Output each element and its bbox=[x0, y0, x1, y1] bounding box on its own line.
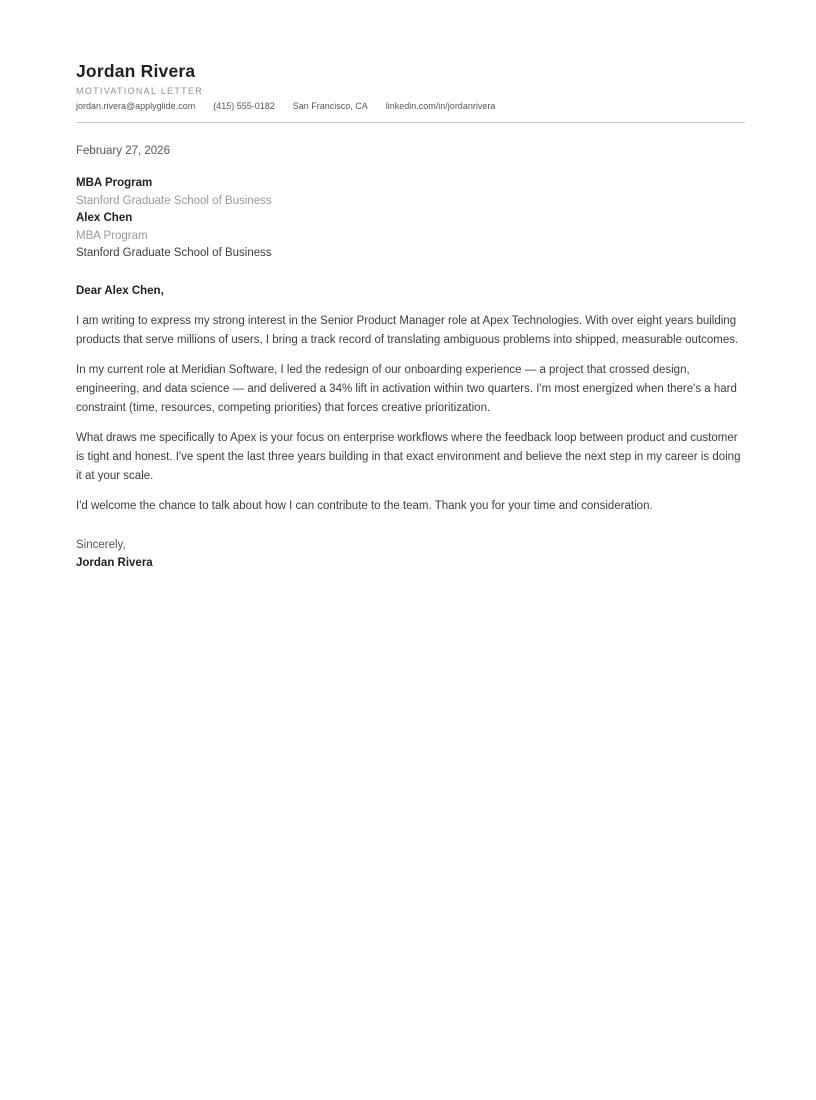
signature-block bbox=[76, 536, 745, 573]
applicant-name-title: Jordan Rivera bbox=[76, 61, 196, 81]
contact-location: San Francisco, CA bbox=[292, 101, 368, 111]
contact-phone: (415) 555-0182 bbox=[213, 101, 275, 111]
recipient-institution: Stanford Graduate School of Business bbox=[76, 194, 272, 207]
closing: Sincerely, bbox=[76, 538, 126, 551]
salutation: Dear Alex Chen, bbox=[76, 284, 164, 297]
body-paragraph-3: What draws me specifically to Apex is your focus on enterprise workflows where the feedback loop between product and customer is tight and honest. I've spent the last three years building in that exact environment and believe the next step in my career is doing it at your scale. bbox=[76, 431, 741, 482]
letter-header bbox=[76, 61, 745, 123]
doc-type-label: MOTIVATIONAL LETTER bbox=[76, 86, 204, 96]
recipient-contact-title: MBA Program bbox=[76, 229, 148, 242]
recipient-program: MBA Program bbox=[76, 177, 153, 189]
letter-date: February 27, 2026 bbox=[76, 145, 170, 157]
letter-body bbox=[76, 142, 745, 573]
signature-name: Jordan Rivera bbox=[76, 557, 153, 569]
contact-linkedin: linkedin.com/in/jordanrivera bbox=[385, 101, 496, 111]
body-paragraph-4: I'd welcome the chance to talk about how I can contribute to the team. Thank you for your time and consideration. bbox=[76, 499, 653, 512]
contact-row bbox=[76, 100, 745, 113]
body-paragraph-1: I am writing to express my strong interest in the Senior Product Manager role at Apex Technologies. With over eight years building products that serve millions of users, I bring a track record of translating ambiguous problems into shipped, measurable outcomes. bbox=[76, 314, 739, 346]
recipient-contact-org: Stanford Graduate School of Business bbox=[76, 247, 272, 259]
contact-email: jordan.rivera@applyglide.com bbox=[76, 101, 196, 111]
header-divider bbox=[76, 122, 745, 123]
recipient-contact-name: Alex Chen bbox=[76, 212, 133, 224]
recipient-block bbox=[76, 175, 745, 263]
body-paragraph-2: In my current role at Meridian Software, I led the redesign of our onboarding experience — a project that crossed design, engineering, and data science — and delivered a 34% lift in activation within two quarters. I'm most energized when there's a hard constraint (time, resources, competing priorities) that forces creative prioritization. bbox=[76, 363, 737, 414]
